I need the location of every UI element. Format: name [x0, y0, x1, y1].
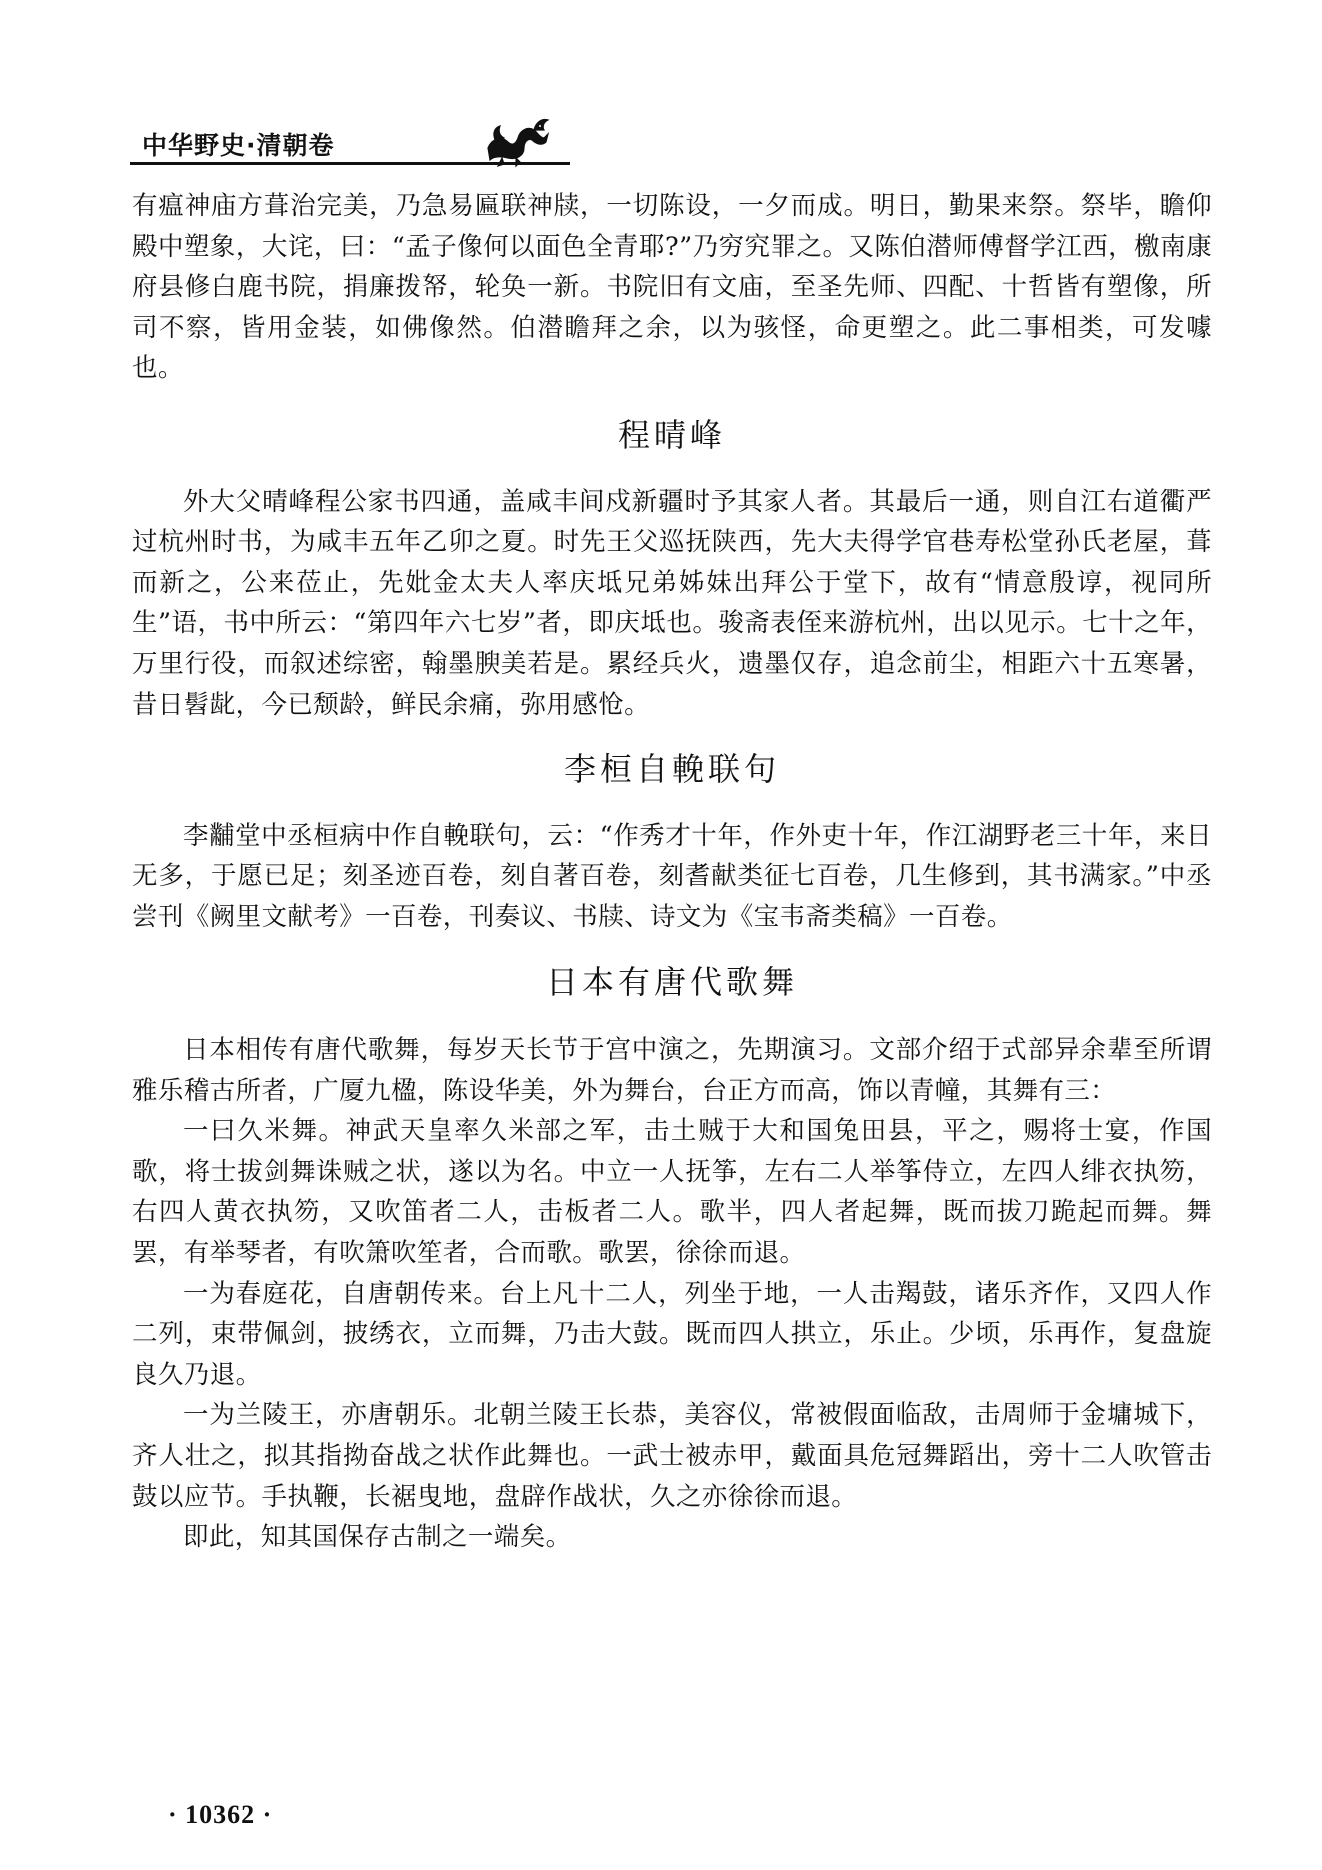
paragraph: 日本相传有唐代歌舞，每岁天长节于宫中演之，先期演习。文部介绍于式部异余辈至所谓雅乐稽古所者，广厦九楹，陈设华美，外为舞台，台正方而高，饰以青幢，其舞有三：	[132, 1035, 1212, 1106]
paragraph: 外大父晴峰程公家书四通，盖咸丰间戍新疆时予其家人者。其最后一通，则自江右道衢严过杭州时书，为咸丰五年乙卯之夏。时先王父巡抚陕西，先大夫得学官巷寿松堂孙氏老屋，葺而新之，公来莅止，先妣金太夫人率庆坻兄弟姊妹出拜公于堂下，故有“情意殷谆，视同所生”语，书中所云：“第四年六七岁”者，即庆坻也。骏斋表侄来游杭州，出以见示。七十之年，万里行役，而叙述综密，翰墨腴美若是。累经兵火，遗墨仅存，追念前尘，相距六十五寒暑，昔日髫龀，今已颓龄，鲜民余痛，弥用感怆。	[132, 486, 1212, 720]
paragraph: 一为春庭花，自唐朝传来。台上凡十二人，列坐于地，一人击羯鼓，诸乐齐作，又四人作二列，束带佩剑，披绣衣，立而舞，乃击大鼓。既而四人拱立，乐止。少顷，乐再作，复盘旋良久乃退。	[132, 1278, 1212, 1390]
dragon-icon	[482, 108, 554, 168]
running-header-title: 中华野史·清朝卷	[142, 131, 335, 160]
main-text	[132, 186, 1212, 1558]
paragraph: 李黼堂中丞桓病中作自輓联句，云：“作秀才十年，作外吏十年，作江湖野老三十年，来日无多，于愿已足；刻圣迹百卷，刻自著百卷，刻耆献类征七百卷，几生修到，其书满家。”中丞尝刊《阙里文献考》一百卷，刊奏议、书牍、诗文为《宝韦斋类稿》一百卷。	[132, 820, 1212, 932]
section-heading: 李桓自輓联句	[563, 750, 780, 789]
paragraph: 即此，知其国保存古制之一端矣。	[183, 1522, 572, 1553]
section-heading: 程晴峰	[617, 415, 726, 454]
page-number: · 10362 ·	[168, 1800, 273, 1829]
section-heading: 日本有唐代歌舞	[545, 962, 798, 1001]
paragraph: 一为兰陵王，亦唐朝乐。北朝兰陵王长恭，美容仪，常被假面临敌，击周师于金墉城下，齐人壮之，拟其指拗奋战之状作此舞也。一武士被赤甲，戴面具危冠舞蹈出，旁十二人吹管击鼓以应节。手执鞭，长裾曳地，盘辟作战状，久之亦徐徐而退。	[132, 1400, 1212, 1512]
paragraph: 一曰久米舞。神武天皇率久米部之军，击土贼于大和国兔田县，平之，赐将士宴，作国歌，将士拔剑舞诛贼之状，遂以为名。中立一人抚筝，左右二人举筝侍立，左四人绯衣执笏，右四人黄衣执笏，又吹笛者二人，击板者二人。歌半，四人者起舞，既而拔刀跪起而舞。舞罢，有举琴者，有吹箫吹笙者，合而歌。歌罢，徐徐而退。	[132, 1116, 1212, 1269]
paragraph: 有瘟神庙方葺治完美，乃急易匾联神牍，一切陈设，一夕而成。明日，勤果来祭。祭毕，瞻仰殿中塑象，大诧，曰：“孟子像何以面色全青耶?”乃穷究罪之。又陈伯潜师傅督学江西，檄南康府县修白鹿书院，捐廉拨帑，轮奂一新。书院旧有文庙，至圣先师、四配、十哲皆有塑像，所司不察，皆用金装，如佛像然。伯潜瞻拜之余，以为骇怪，命更塑之。此二事相类，可发噱也。	[132, 191, 1212, 384]
